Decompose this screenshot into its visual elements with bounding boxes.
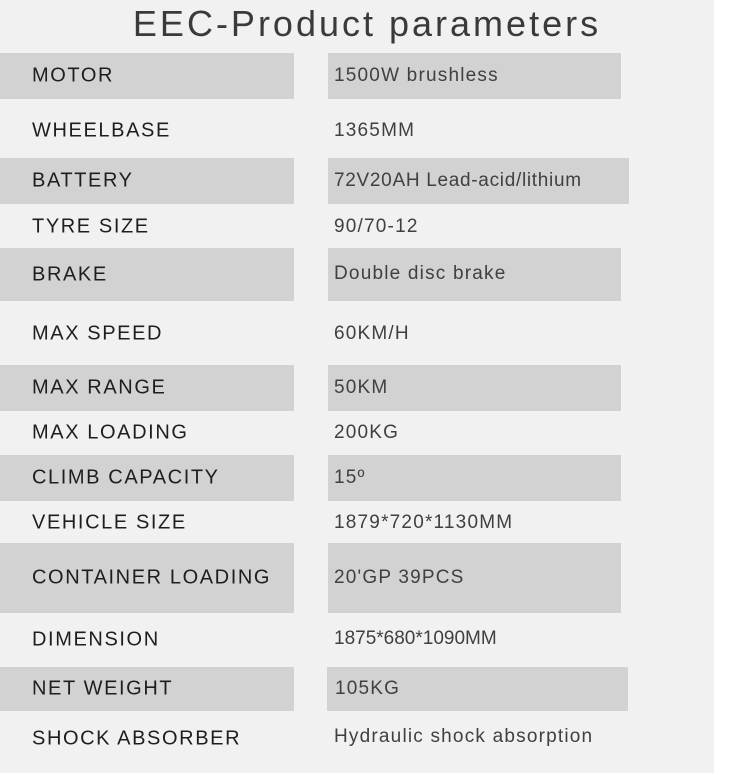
- row-value: Hydraulic shock absorption: [334, 726, 594, 747]
- row-label: WHEELBASE: [32, 119, 171, 142]
- row-value: 1875*680*1090MM: [334, 628, 497, 649]
- row-value-cell: [328, 248, 621, 301]
- table-row: [0, 411, 714, 455]
- row-value-cell: [328, 716, 658, 762]
- row-value: 20'GP 39PCS: [334, 567, 465, 588]
- row-label-cell: [0, 455, 294, 501]
- row-label: VEHICLE SIZE: [32, 511, 187, 534]
- row-label-cell: [0, 543, 294, 613]
- row-value: Double disc brake: [334, 263, 507, 284]
- row-value-cell: [328, 53, 621, 99]
- row-label-cell: [0, 365, 294, 411]
- row-value: 200KG: [334, 422, 400, 443]
- row-label: MAX SPEED: [32, 322, 164, 345]
- table-row: [0, 108, 714, 154]
- row-label-cell: [0, 205, 294, 248]
- row-value: 1500W brushless: [334, 65, 499, 86]
- table-row: [0, 308, 714, 360]
- table-row: [0, 543, 714, 613]
- row-label-cell: [0, 616, 294, 664]
- table-row: [0, 205, 714, 248]
- row-value-cell: [328, 308, 621, 360]
- row-label-cell: [0, 108, 294, 154]
- table-row: [0, 616, 714, 664]
- row-value-cell: [328, 455, 621, 501]
- table-row: [0, 53, 714, 99]
- row-value-cell: [328, 205, 621, 248]
- row-label: CONTAINER LOADING: [32, 566, 272, 589]
- table-row: [0, 716, 714, 762]
- row-value-cell: [328, 158, 629, 204]
- row-value: 105KG: [335, 678, 401, 699]
- row-value: 1879*720*1130MM: [334, 512, 514, 533]
- row-value: 90/70-12: [334, 215, 419, 237]
- row-value: 60KM/H: [334, 323, 410, 344]
- table-row: [0, 455, 714, 501]
- row-value: 50KM: [334, 377, 389, 398]
- table-row: [0, 365, 714, 411]
- row-label-cell: [0, 716, 294, 762]
- row-value: 15º: [334, 467, 366, 488]
- row-value-cell: [328, 502, 621, 544]
- row-label-cell: [0, 158, 294, 204]
- row-label: CLIMB CAPACITY: [32, 466, 220, 489]
- row-value-cell: [328, 616, 621, 664]
- row-label: DIMENSION: [32, 628, 160, 651]
- row-label-cell: [0, 667, 294, 711]
- row-label-cell: [0, 248, 294, 301]
- row-label: MAX RANGE: [32, 376, 167, 399]
- row-label: BRAKE: [32, 263, 108, 285]
- table-row: [0, 158, 714, 204]
- row-label-cell: [0, 502, 294, 544]
- table-row: [0, 248, 714, 301]
- row-value-cell: [328, 543, 621, 613]
- row-value-cell: [328, 411, 621, 455]
- table-row: [0, 502, 714, 544]
- row-value-cell: [328, 365, 621, 411]
- row-value-cell: [327, 667, 628, 711]
- row-label-cell: [0, 411, 294, 455]
- row-value: 1365MM: [334, 120, 416, 141]
- row-label: MOTOR: [32, 64, 115, 87]
- row-label: MAX LOADING: [32, 421, 189, 444]
- row-label: NET WEIGHT: [32, 677, 174, 700]
- table-row: [0, 667, 714, 711]
- page-title: EEC-Product parameters: [132, 3, 602, 44]
- row-label: TYRE SIZE: [32, 215, 150, 237]
- row-label: SHOCK ABSORBER: [32, 727, 242, 750]
- row-label-cell: [0, 53, 294, 99]
- row-value-cell: [328, 108, 621, 154]
- row-label-cell: [0, 308, 294, 360]
- row-label: BATTERY: [32, 169, 134, 192]
- row-value: 72V20AH Lead-acid/lithium: [334, 170, 582, 191]
